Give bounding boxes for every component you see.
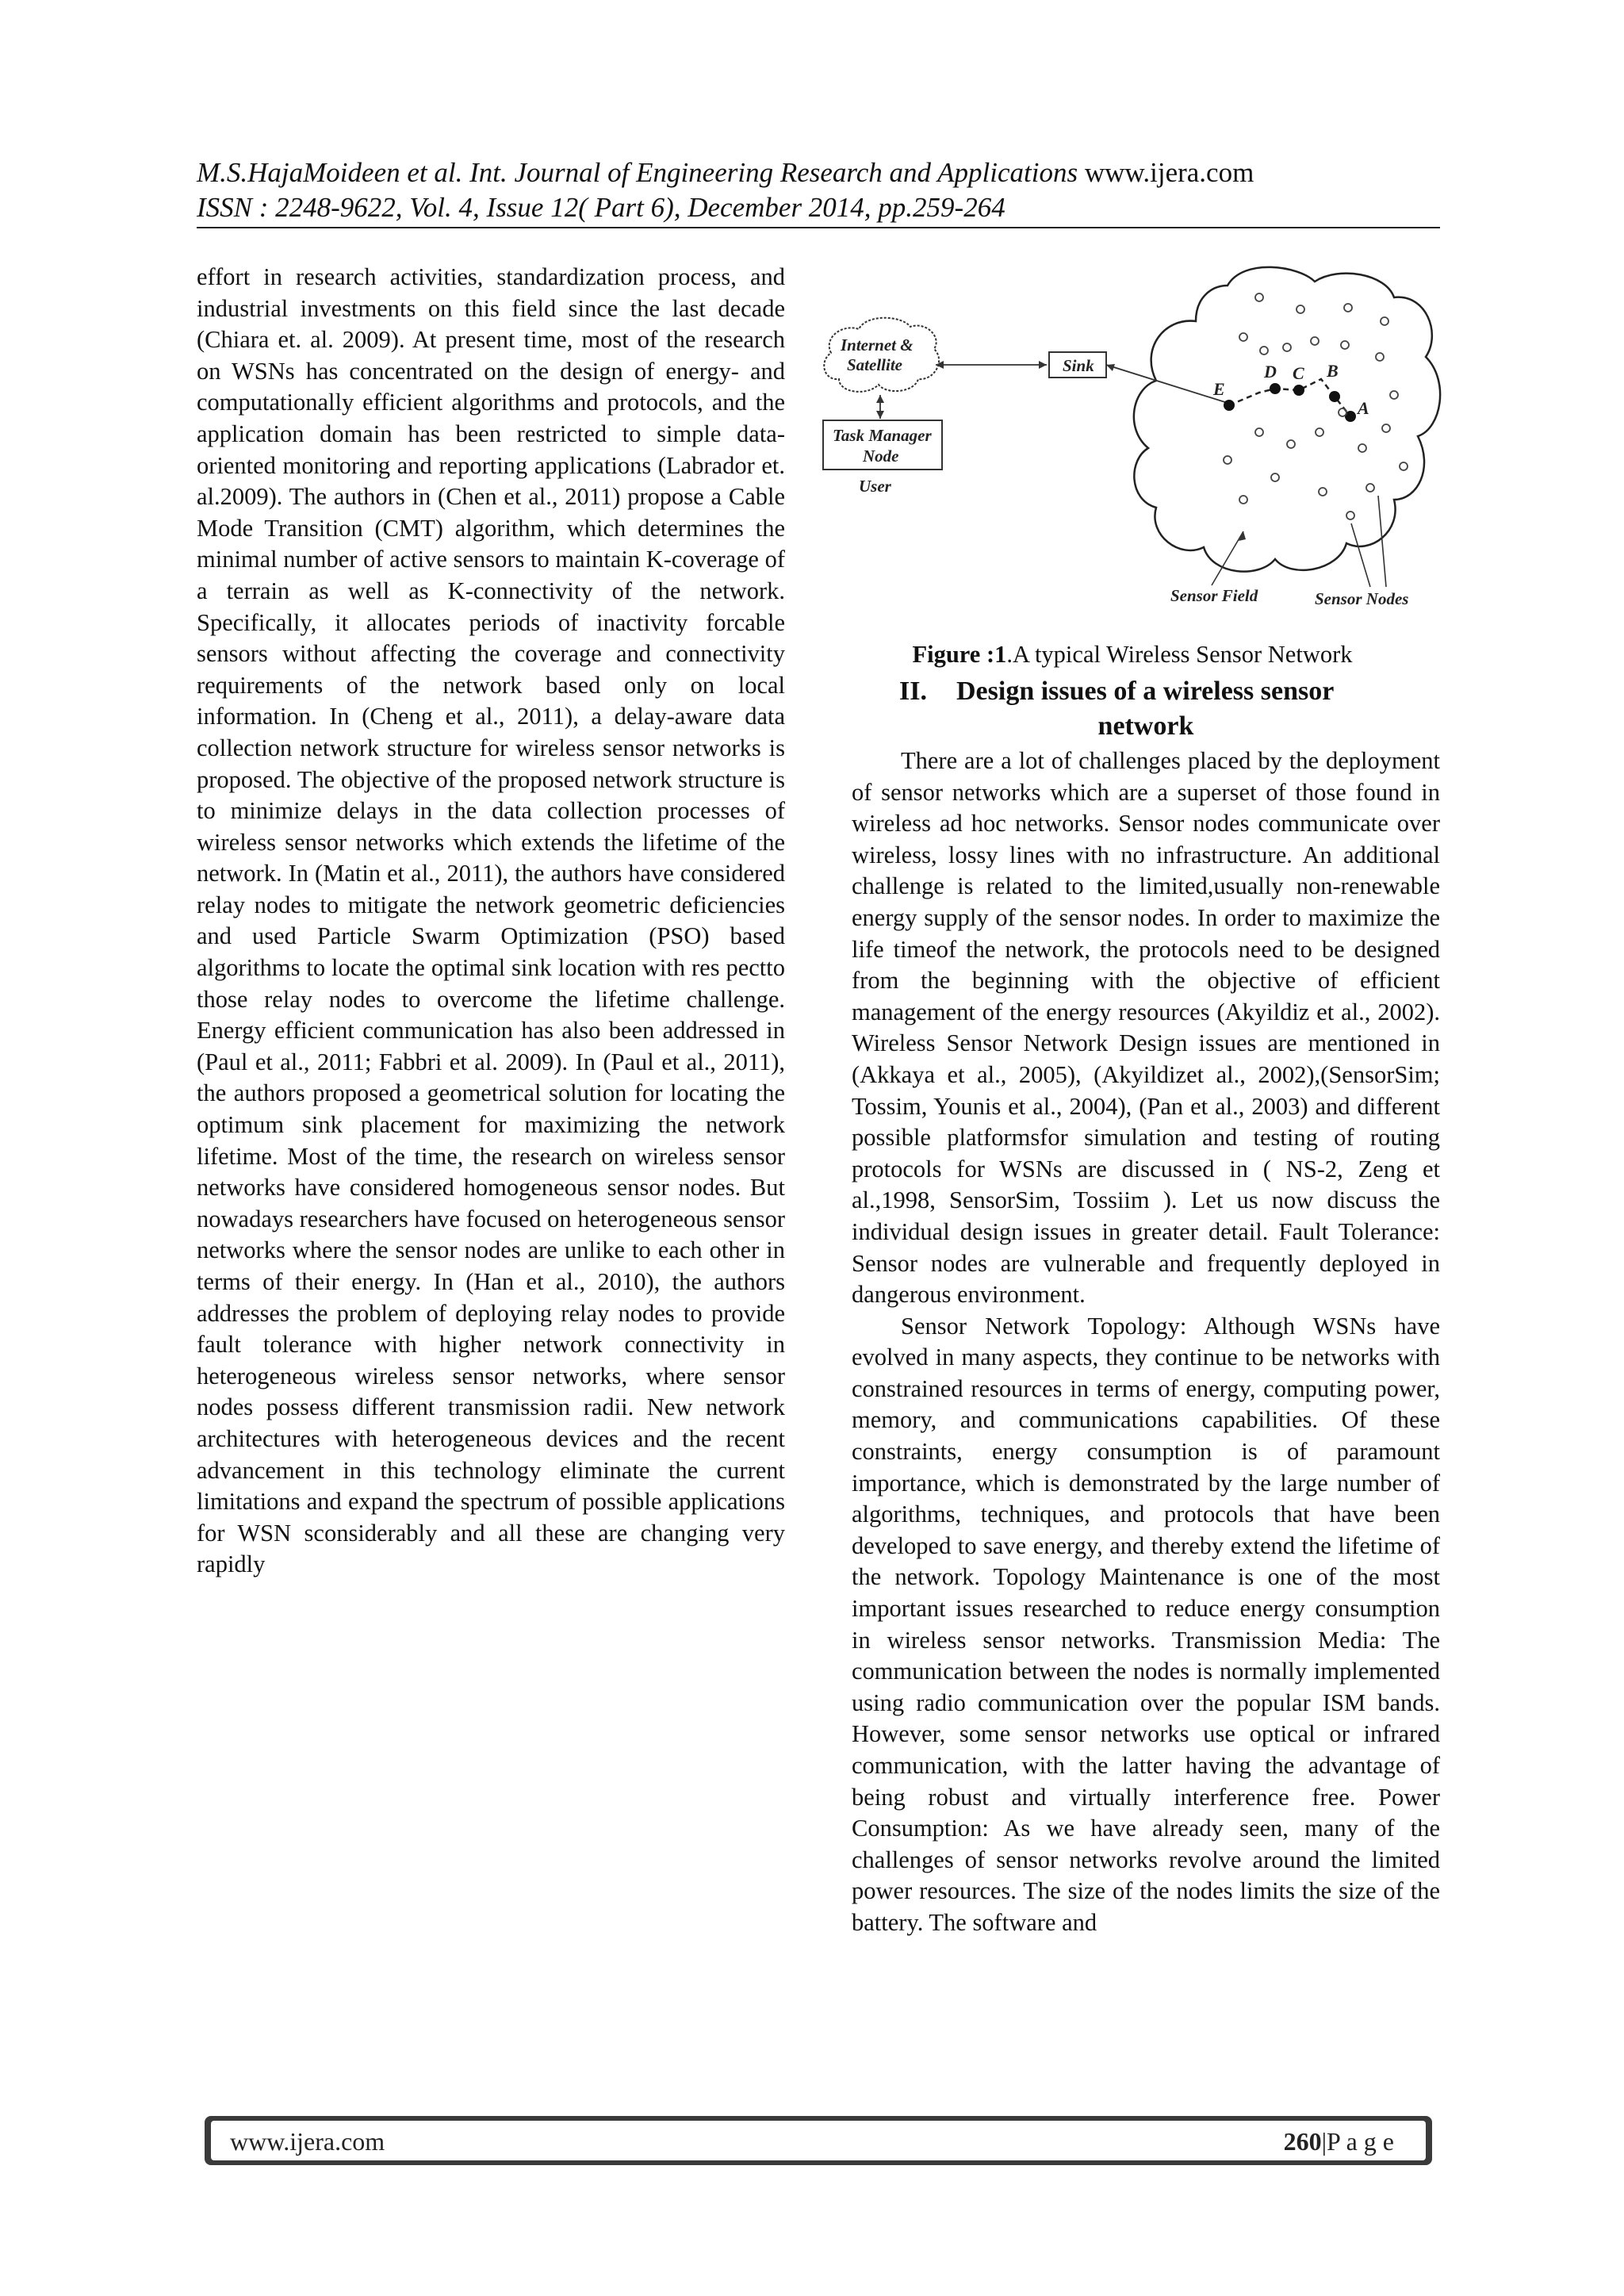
user-label: User — [859, 477, 891, 496]
footer-inner — [211, 2121, 1426, 2160]
figure-caption-text: .A typical Wireless Sensor Network — [1006, 641, 1353, 668]
right-paragraph-1: There are a lot of challenges placed by the deployment of sensor networks which are a superset of those found in wireless ad hoc networks. Sensor nodes communicate over wireless, lossy lines with no infrastructure. An additional challenge is related to the limited,usually non-renewable energy supply of the sensor nodes. In order to maximize the life timeof the network, the protocols need to be designed from the beginning with the objective of efficient management of the energy resources (Akyildiz et al., 2002). Wireless Sensor Network Design issues are mentioned in (Akkaya et al., 2005), (Akyildizet al., 2002),(SensorSim; Tossim, Younis et al., 2004), (Pan et al., 2003) and different possible platformsfor simulation and testing of routing protocols for WSNs are discussed in ( NS-2, Zeng et al.,1998, SensorSim, Tossiim ). Let us now discuss the individual design issues in greater detail. Fault Tolerance: Sensor nodes are vulnerable and frequently deployed in dangerous environment. — [852, 747, 1440, 1309]
left-column — [197, 262, 785, 1581]
sink-label: Sink — [1063, 356, 1094, 375]
sensor-nodes-label: Sensor Nodes — [1315, 589, 1409, 608]
figure-caption-prefix: Figure :1 — [912, 641, 1007, 668]
wsn-diagram — [815, 262, 1450, 627]
page-label: |P a g e — [1321, 2127, 1394, 2156]
node-b-label: B — [1327, 361, 1339, 381]
section-title-line-2: network — [1097, 711, 1194, 741]
figure-caption — [815, 638, 1450, 670]
sensor-field-label: Sensor Field — [1170, 586, 1258, 605]
sensor-field-cloud — [1134, 267, 1440, 572]
page-footer — [205, 2116, 1432, 2165]
internet-label: Internet & — [841, 335, 914, 355]
section-title-line-1: Design issues of a wireless sensor — [956, 677, 1335, 706]
footer-url: www.ijera.com — [230, 2127, 385, 2156]
left-paragraph: effort in research activities, standardization process, and industrial investments on this field since the last decade (Chiara et. al. 2009). At present time, most of the research on WSNs has concentrated on the design of energy- and computationally efficient algorithms and protocols, and the application domain has been restricted to simple data-oriented monitoring and reporting applications (Labrador et. al.2009). The authors in (Chen et al., 2011) propose a Cable Mode Transition (CMT) algorithm, which determines the minimal number of active sensors to maintain K-coverage of a terrain as well as K-connectivity of the network. Specifically, it allocates periods of inactivity forcable sensors without affecting the coverage and connectivity requirements of the network based only on local information. In (Cheng et al., 2011), a delay-aware data collection network structure for wireless sensor networks is proposed. The objective of the proposed network structure is to minimize delays in the data collection processes of wireless sensor networks which extends the lifetime of the network. In (Matin et al., 2011), the authors have considered relay nodes to mitigate the network geometric deficiencies and used Particle Swarm Optimization (PSO) based algorithms to locate the optimal sink location with res pectto those relay nodes to overcome the lifetime challenge. Energy efficient communication has also been addressed in (Paul et al., 2011; Fabbri et al. 2009). In (Paul et al., 2011), the authors proposed a geometrical solution for locating the optimum sink placement for maximizing the network lifetime. Most of the time, the research on wireless sensor networks have considered homogeneous sensor nodes. But nowadays researchers have focused on heterogeneous sensor networks where the sensor nodes are unlike to each other in terms of their energy. In (Han et al., 2010), the authors addresses the problem of deploying relay nodes to provide fault tolerance with higher network connectivity in heterogeneous wireless sensor networks, where sensor nodes possess different transmission radii. New network architectures with heterogeneous devices and the recent advancement in this technology eliminate the current limitations and expand the spectrum of possible applications for WSN sconsiderably and all these are changing very rapidly — [197, 263, 785, 1578]
node-label: Node — [863, 447, 899, 466]
footer-page — [1284, 2125, 1394, 2157]
node-e-label: E — [1213, 379, 1225, 399]
node-c — [1293, 385, 1304, 396]
header-authors-journal: M.S.HajaMoideen et al. Int. Journal of Engineering Research and Applications — [197, 157, 1078, 188]
section-number: II. — [899, 677, 927, 706]
node-d-label: D — [1264, 362, 1277, 381]
running-header — [197, 155, 1440, 225]
header-rule — [197, 227, 1440, 228]
task-manager-label: Task Manager — [833, 426, 932, 445]
node-d — [1270, 383, 1281, 394]
right-paragraph-2: Sensor Network Topology: Although WSNs have evolved in many aspects, they continue to be networks with constrained resources in terms of energy, computing power, memory, and communications capabilities. Of these constraints, energy consumption is of paramount importance, which is demonstrated by the large number of algorithms, techniques, and protocols that have been developed to save energy, and thereby extend the lifetime of the network. Topology Maintenance is one of the most important issues researched to reduce energy consumption in wireless sensor networks. Transmission Media: The communication between the nodes is normally implemented using radio communication over the popular ISM bands. However, some sensor networks use optical or infrared communication, with the latter having the advantage of being robust and virtually interference free. Power Consumption: As we have already seen, many of the challenges of sensor networks revolve around the limited power resources. The size of the nodes limits the size of the battery. The software and — [852, 1312, 1440, 1936]
header-site: www.ijera.com — [1084, 157, 1254, 188]
node-c-label: C — [1293, 363, 1304, 383]
figure-wsn — [815, 262, 1450, 627]
header-issn: ISSN : 2248-9622, Vol. 4, Issue 12( Part 6), December 2014, pp.259-264 — [197, 192, 1005, 223]
node-a-label: A — [1358, 398, 1369, 418]
node-b — [1329, 391, 1340, 402]
right-column — [852, 746, 1440, 1939]
page-number: 260 — [1283, 2127, 1322, 2156]
satellite-label: Satellite — [847, 355, 902, 374]
node-e — [1224, 400, 1235, 411]
header-line-1 — [197, 155, 1440, 190]
sensor-nodes — [1224, 293, 1408, 519]
